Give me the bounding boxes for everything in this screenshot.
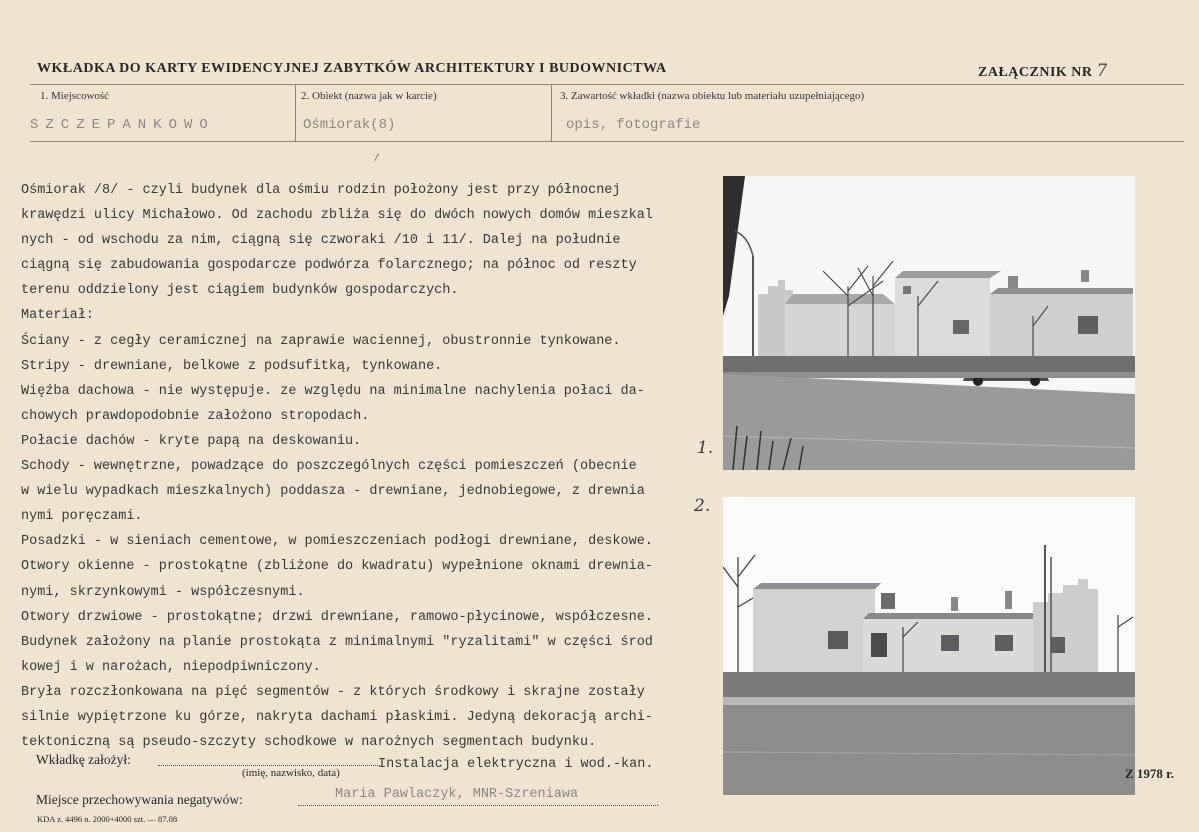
- pen-mark: [374, 153, 382, 162]
- description-line: silnie wypiętrzone ku górze, nakryta dachami płaskimi. Jedyną dekoracją archi-: [21, 709, 653, 725]
- description-line: Stripy - drewniane, belkowe z podsufitką, tynkowane.: [21, 358, 443, 374]
- description-line: w wielu wypadkach mieszkalnych) poddasza - drewniane, jednobiegowe, z drewnia: [21, 484, 645, 500]
- description-line: terenu oddzielony jest ciągiem budynków gospodarczych.: [21, 283, 459, 299]
- description-line: Więźba dachowa - nie występuje. ze względu na minimalne nachylenia połaci da-: [21, 383, 645, 399]
- description-line: Ośmiorak /8/ - czyli budynek dla ośmiu rodzin położony jest przy północnej: [21, 183, 621, 198]
- negatives-label: Miejsce przechowywania negatywów:: [36, 792, 243, 807]
- form-title: WKŁADKA DO KARTY EWIDENCYJNEJ ZABYTKÓW ARCHITEKTURY I BUDOWNICTWA: [37, 61, 667, 76]
- attachment-number: 7: [1096, 61, 1108, 81]
- description-line: chowych prawdopodobnie założono stropodach.: [21, 408, 370, 424]
- year-stamp: Z 1978 r.: [1125, 766, 1174, 781]
- negatives-dotted-line: [298, 805, 658, 806]
- photo-1-number: 1.: [697, 438, 714, 458]
- description-line: kowej i w narożach, niepodpiwniczony.: [21, 659, 321, 675]
- author-dotted-line: [158, 765, 380, 766]
- photo-2-number: 2.: [694, 496, 711, 516]
- header-rule-top: [30, 84, 1184, 85]
- author-hint: (imię, nazwisko, data): [242, 767, 340, 779]
- column-divider-2: [551, 84, 552, 141]
- description-line: nymi, skrzynkowymi - współczesnymi.: [21, 584, 305, 600]
- description-line: Otwory drzwiowe - prostokątne; drzwi drewniane, ramowo-płycinowe, współczesne.: [21, 609, 653, 625]
- object-value: Ośmiorak(8): [303, 117, 396, 133]
- object-label: 2. Obiekt (nazwa jak w karcie): [301, 90, 437, 102]
- author-label: Wkładkę założył:: [36, 752, 131, 767]
- description-line: ciągną się zabudowania gospodarcze podwórza folarcznego; na północ od reszty: [21, 258, 637, 274]
- column-divider-1: [295, 84, 296, 141]
- installation-note: Instalacja elektryczna i wod.-kan.: [378, 757, 654, 772]
- content-label: 3. Zawartość wkładki (nazwa obiektu lub materiału uzupełniającego): [560, 90, 865, 102]
- print-info: KDA z. 4496 n. 2000+4000 szt. — 87.08: [37, 814, 178, 824]
- description-line: nych - od wschodu za nim, ciągną się czworaki /10 i 11/. Dalej na południe: [21, 233, 621, 249]
- negatives-value: Maria Pawlaczyk, MNR-Szreniawa: [335, 787, 579, 802]
- description-line: Otwory okienne - prostokątne (zbliżone do kwadratu) wypełnione oknami drewnia-: [21, 559, 653, 575]
- photo-2: [723, 497, 1135, 795]
- locality-label: 1. Miejscowość: [40, 90, 110, 102]
- content-value: opis, fotografie: [566, 117, 701, 133]
- description-line: Schody - wewnętrzne, powadzące do poszczególnych części pomieszczeń (obecnie: [21, 459, 637, 475]
- description-line: Materiał:: [21, 308, 94, 324]
- description-line: Bryła rozczłonkowana na pięć segmentów - z których środkowy i skrajne zostały: [21, 684, 645, 700]
- description-line: Połacie dachów - kryte papą na deskowaniu.: [21, 433, 362, 449]
- header-rule-bottom: [30, 141, 1184, 142]
- description-text: [21, 178, 701, 755]
- description-line: Budynek założony na planie prostokąta z minimalnymi "ryzalitami" w części środ: [21, 634, 653, 650]
- locality-value: SZCZEPANKOWO: [30, 117, 215, 133]
- description-line: tektoniczną są pseudo-szczyty schodkowe w narożnych segmentach budynku.: [21, 735, 597, 751]
- description-line: nymi poręczami.: [21, 509, 143, 525]
- description-line: Posadzki - w sieniach cementowe, w pomieszczeniach podłogi drewniane, deskowe.: [21, 534, 653, 550]
- photo-1: [723, 176, 1135, 470]
- photo-2-image: [723, 497, 1135, 795]
- attachment-label-text: ZAŁĄCZNIK NR: [978, 65, 1093, 80]
- description-line: Ściany - z cegły ceramicznej na zaprawie waciennej, obustronnie tynkowane.: [21, 333, 621, 349]
- attachment-label: [978, 61, 1108, 81]
- photo-1-image: [723, 176, 1135, 470]
- description-line: krawędzi ulicy Michałowo. Od zachodu zbliża się do dwóch nowych domów mieszkal: [21, 208, 653, 224]
